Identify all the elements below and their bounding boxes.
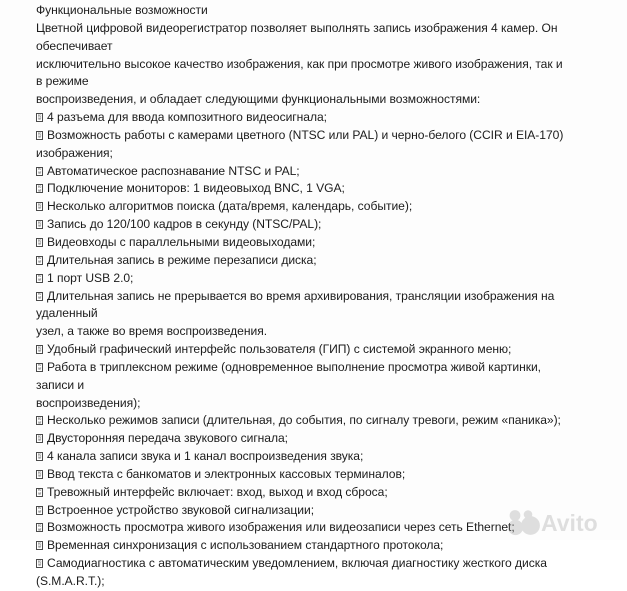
missing-glyph-bullet-icon: F0 9F: [37, 274, 42, 282]
feature-text: Запись до 120/100 кадров в секунду (NTSC/PAL);: [47, 217, 322, 232]
feature-text: (S.M.A.R.T.);: [36, 574, 105, 588]
feature-text: 4 канала записи звука и 1 канал воспроизведения звука;: [47, 449, 364, 464]
intro-line: воспроизведения, и обладает следующими функциональными возможностями:: [36, 92, 481, 107]
feature-item-continuation: [36, 323, 616, 341]
feature-item: [36, 448, 616, 466]
feature-text: Возможность работы с камерами цветного (NTSC или PAL) и черно-белого (CCIR и EIA-170): [47, 127, 564, 142]
feature-item: [36, 359, 616, 377]
svg-text:Avito: Avito: [541, 510, 598, 536]
feature-item: [36, 270, 616, 288]
missing-glyph-bullet-icon: F0 9F: [37, 113, 42, 122]
feature-item: [36, 466, 616, 484]
missing-glyph-bullet-icon: F0 9F: [37, 559, 42, 568]
feature-text: воспроизведения);: [36, 395, 141, 410]
feature-item: [36, 341, 616, 359]
missing-glyph-bullet-icon: F0 9F: [37, 256, 42, 264]
missing-glyph-bullet-icon: F0 9F: [37, 185, 42, 193]
feature-text: Возможность просмотра живого изображения или видеозаписи через сеть Ethernet;: [47, 520, 515, 535]
feature-text: Самодиагностика с автоматическим уведомлением, включая диагностику жесткого диска: [47, 556, 547, 571]
missing-glyph-bullet-icon: F0 9F: [37, 292, 42, 300]
feature-item: [36, 555, 616, 573]
feature-item: [36, 127, 616, 145]
feature-text: Подключение мониторов: 1 видеовыход BNC, 1 VGA;: [47, 181, 345, 196]
feature-item-continuation: [36, 573, 616, 591]
feature-item: [36, 109, 616, 127]
feature-item-continuation: [36, 305, 616, 323]
feature-list: [36, 109, 616, 591]
missing-glyph-bullet-icon: F0 9F: [37, 452, 42, 461]
feature-item: [36, 180, 616, 198]
feature-text: узел, а также во время воспроизведения.: [36, 324, 268, 339]
feature-item: [36, 216, 616, 234]
intro-line: обеспечивает: [36, 38, 113, 53]
feature-item: [36, 484, 616, 502]
feature-text: записи и: [36, 377, 85, 392]
missing-glyph-bullet-icon: F0 9F: [37, 541, 42, 550]
intro-line: Цветной цифровой видеорегистратор позволяет выполнять запись изображения 4 камер. Он: [36, 20, 558, 35]
feature-text: 1 порт USB 2.0;: [47, 270, 134, 285]
feature-text: Работа в триплексном режиме (одновременное выполнение просмотра живой картинки,: [47, 359, 541, 374]
intro-paragraph: [36, 20, 616, 109]
missing-glyph-bullet-icon: F0 9F: [37, 238, 42, 247]
feature-text: Встроенное устройство звуковой сигнализации;: [47, 502, 314, 517]
feature-item: [36, 163, 616, 181]
feature-item: [36, 252, 616, 270]
missing-glyph-bullet-icon: F0 9F: [37, 131, 42, 139]
feature-item-continuation: [36, 145, 616, 163]
feature-text: Видеовходы с параллельными видеовыходами;: [47, 234, 316, 249]
feature-item: [36, 502, 616, 520]
feature-text: Двусторонняя передача звукового сигнала;: [47, 431, 288, 446]
feature-text: Длительная запись не прерывается во время архивирования, трансляции изображения на: [47, 288, 555, 303]
missing-glyph-bullet-icon: F0 9F: [37, 167, 42, 175]
missing-glyph-bullet-icon: F0 9F: [37, 524, 42, 532]
feature-item: [36, 519, 616, 537]
feature-item: [36, 198, 616, 216]
feature-text: удаленный: [36, 306, 98, 321]
missing-glyph-bullet-icon: F0 9F: [37, 202, 42, 211]
feature-item: [36, 234, 616, 252]
missing-glyph-bullet-icon: F0 9F: [37, 220, 42, 229]
missing-glyph-bullet-icon: F0 9F: [37, 488, 42, 496]
missing-glyph-bullet-icon: F0 9F: [37, 345, 42, 354]
missing-glyph-bullet-icon: F0 9F: [37, 434, 42, 443]
missing-glyph-bullet-icon: F0 9F: [37, 417, 42, 425]
feature-text: Автоматическое распознавание NTSC и PAL;: [47, 163, 300, 178]
page-title: Функциональные возможности: [36, 3, 208, 17]
missing-glyph-bullet-icon: F0 9F: [37, 363, 42, 371]
feature-item: [36, 288, 616, 306]
feature-item: [36, 537, 616, 555]
feature-text: Длительная запись в режиме перезаписи диска;: [47, 252, 317, 267]
document-body: [36, 2, 616, 591]
feature-text: изображения;: [36, 145, 113, 160]
feature-item-continuation: [36, 395, 616, 413]
feature-text: Несколько режимов записи (длительная, до события, по сигналу тревоги, режим «паника»);: [47, 413, 561, 428]
feature-item-continuation: [36, 377, 616, 395]
missing-glyph-bullet-icon: F0 9F: [37, 470, 42, 479]
feature-text: Тревожный интерфейс включает: вход, выход и вход сброса;: [47, 484, 388, 499]
intro-line: исключительно высокое качество изображения, как при просмотре живого изображения, так и: [36, 56, 563, 71]
missing-glyph-bullet-icon: F0 9F: [37, 506, 42, 514]
feature-text: Удобный графический интерфейс пользователя (ГИП) с системой экранного меню;: [47, 342, 512, 357]
feature-text: Временная синхронизация с использованием стандартного протокола;: [47, 538, 444, 553]
feature-text: 4 разъема для ввода композитного видеосигнала;: [47, 110, 327, 125]
feature-item: [36, 430, 616, 448]
feature-text: Ввод текста с банкоматов и электронных кассовых терминалов;: [47, 466, 406, 481]
feature-text: Несколько алгоритмов поиска (дата/время, календарь, событие);: [47, 199, 413, 214]
feature-item: [36, 412, 616, 430]
intro-line: в режиме: [36, 74, 89, 89]
